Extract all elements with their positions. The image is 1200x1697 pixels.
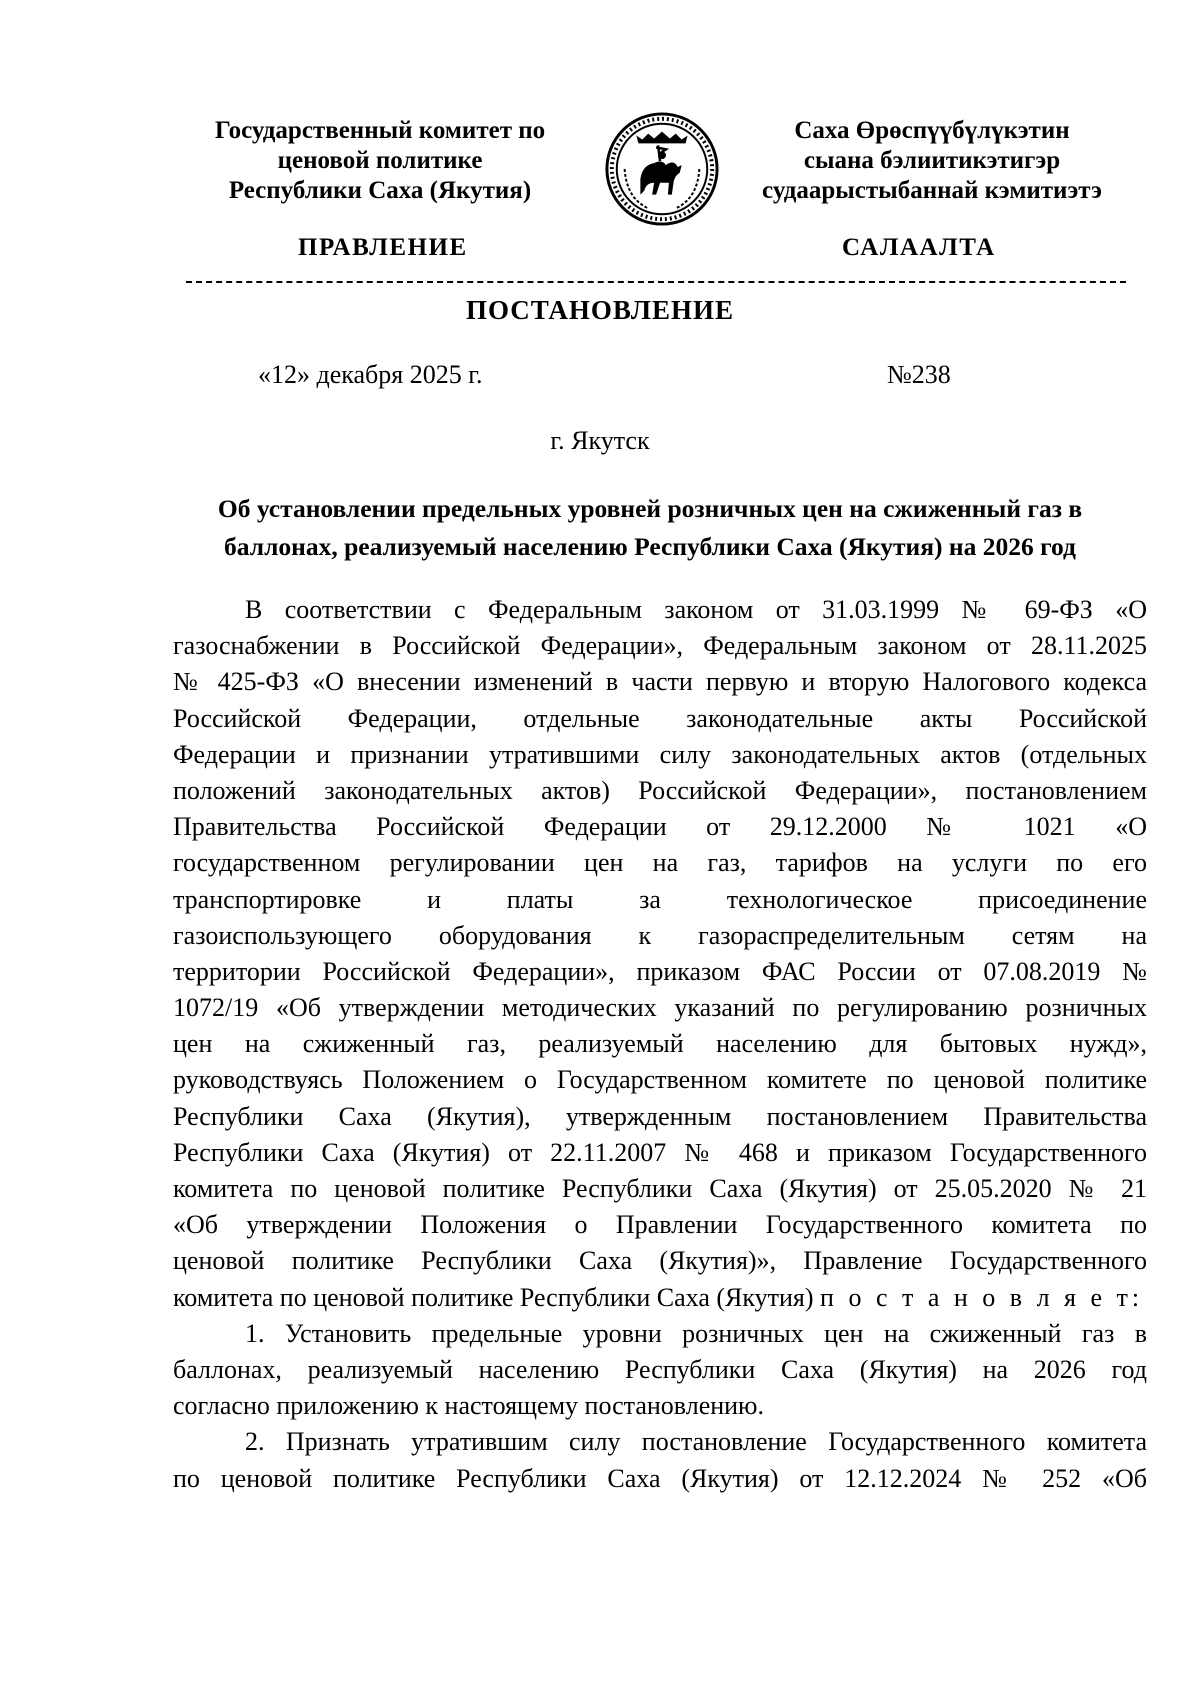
header-ru bbox=[175, 116, 585, 206]
body-line: «Об утверждении Положения о Правлении Государственного комитета по bbox=[173, 1210, 1147, 1240]
body-line: цен на сжиженный газ, реализуемый населению для бытовых нужд», bbox=[173, 1029, 1147, 1059]
body-line: газоиспользующего оборудования к газораспределительным сетям на bbox=[173, 920, 1147, 950]
title-line: Об установлении предельных уровней розничных цен на сжиженный газ в bbox=[217, 494, 1083, 523]
document-type: ПОСТАНОВЛЕНИЕ bbox=[465, 295, 735, 325]
document-city: г. Якутск bbox=[550, 426, 650, 455]
title-line: баллонах, реализуемый населению Республики Саха (Якутия) на 2026 год bbox=[224, 532, 1076, 561]
dashed-divider bbox=[186, 281, 1126, 283]
body-line: территории Российской Федерации», приказом ФАС России от 07.08.2019 № bbox=[173, 956, 1147, 986]
body-line: Республики Саха (Якутия) от 22.11.2007 № 468 и приказом Государственного bbox=[173, 1137, 1147, 1167]
header-ru-line: Государственный комитет по bbox=[214, 117, 546, 144]
body-line: Федерации и признании утратившими силу законодательных актов (отдельных bbox=[173, 739, 1147, 769]
body-line: государственном регулировании цен на газ, тарифов на услуги по его bbox=[173, 848, 1147, 878]
header-ru-line: ценовой политике bbox=[277, 147, 483, 174]
body-line: Правительства Российской Федерации от 29.12.2000 № 1021 «О bbox=[173, 812, 1147, 842]
body-line: по ценовой политике Республики Саха (Якутия) от 12.12.2024 № 252 «Об bbox=[173, 1463, 1147, 1493]
body-line: газоснабжении в Российской Федерации», Федеральным законом от 28.11.2025 bbox=[173, 631, 1147, 661]
body-line: баллонах, реализуемый населению Республики Саха (Якутия) на 2026 год bbox=[173, 1354, 1147, 1384]
body-line: 1072/19 «Об утверждении методических указаний по регулированию розничных bbox=[173, 993, 1147, 1023]
body-line: Российской Федерации, отдельные законодательные акты Российской bbox=[173, 703, 1147, 733]
document-date: «12» декабря 2025 г. bbox=[258, 360, 483, 389]
coat-of-arms-icon bbox=[603, 110, 721, 228]
body-line: 2. Признать утратившим силу постановление Государственного комитета bbox=[245, 1427, 1147, 1457]
body-line: Республики Саха (Якутия), утвержденным постановлением Правительства bbox=[173, 1101, 1147, 1131]
document-title bbox=[170, 490, 1130, 566]
board-label-ru: ПРАВЛЕНИЕ bbox=[298, 234, 468, 261]
body-line: комитета по ценовой политике Республики Саха (Якутия) от 25.05.2020 № 21 bbox=[173, 1174, 1147, 1203]
body-line-resolves bbox=[173, 1280, 1147, 1316]
resolves-word: п о с т а н о в л я е т: bbox=[820, 1282, 1144, 1312]
document-number: №238 bbox=[887, 360, 951, 389]
body-line: 1. Установить предельные уровни розничных цен на сжиженный газ в bbox=[245, 1318, 1147, 1348]
body-line: транспортировке и платы за технологическое присоединение bbox=[173, 884, 1147, 914]
body-line: № 425-ФЗ «О внесении изменений в части первую и вторую Налогового кодекса bbox=[173, 667, 1147, 697]
header-sakha-line: Саха Өрөспүүбүлүкэтин bbox=[794, 117, 1070, 144]
body-line: В соответствии с Федеральным законом от 31.03.1999 № 69-ФЗ «О bbox=[245, 595, 1147, 624]
body-line: ценовой политике Республики Саха (Якутия)», Правление Государственного bbox=[173, 1246, 1147, 1276]
document-body bbox=[173, 592, 1147, 1497]
board-label-sakha: САЛААЛТА bbox=[842, 234, 996, 261]
header-sakha-line: сыана бэлиитикэтигэр bbox=[803, 147, 1061, 174]
header-ru-line: Республики Саха (Якутия) bbox=[228, 177, 532, 204]
body-line: руководствуясь Положением о Государственном комитете по ценовой политике bbox=[173, 1065, 1147, 1095]
header-sakha bbox=[742, 116, 1122, 206]
body-line: согласно приложению к настоящему постановлению. bbox=[173, 1391, 764, 1421]
header-sakha-line: судаарыстыбаннай кэмитиэтэ bbox=[762, 177, 1102, 204]
body-line-text: комитета по ценовой политике Республики Саха (Якутия) bbox=[173, 1282, 814, 1312]
body-line: положений законодательных актов) Российской Федерации», постановлением bbox=[173, 775, 1147, 805]
